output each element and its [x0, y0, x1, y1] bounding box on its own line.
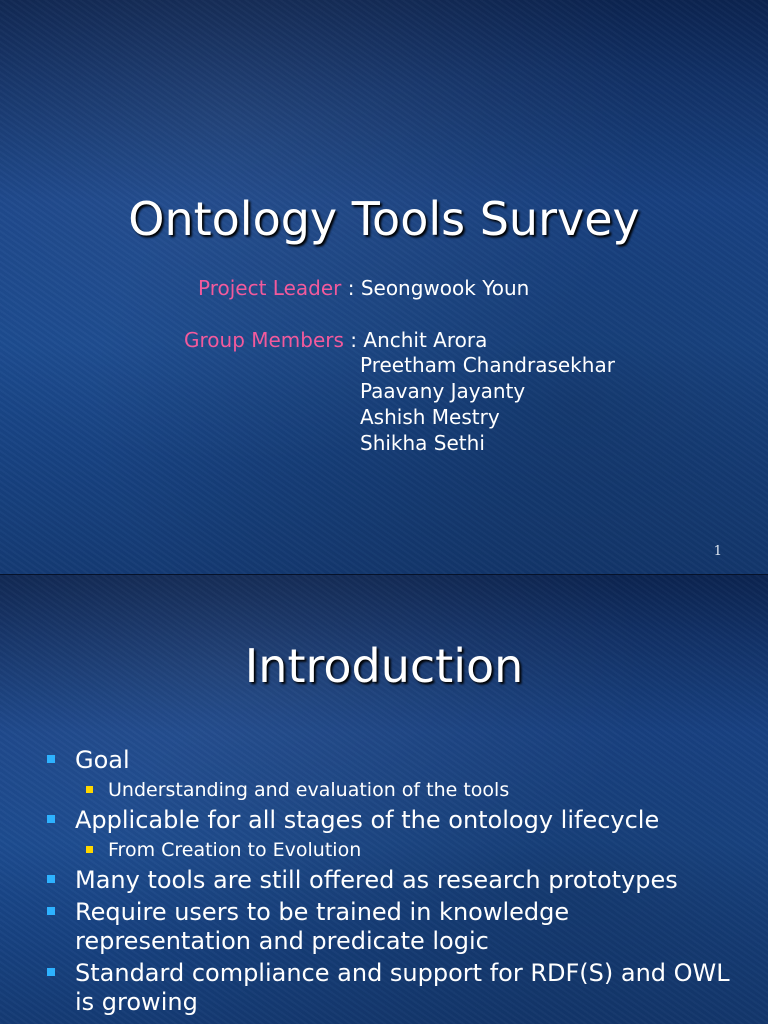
square-bullet-icon [47, 755, 55, 763]
project-leader-line [198, 275, 529, 301]
group-members-line [184, 327, 487, 353]
sub-bullet-text: From Creation to Evolution [108, 839, 362, 861]
square-bullet-icon [86, 846, 93, 853]
bullet-item [44, 898, 744, 956]
project-leader-separator: : [341, 276, 361, 300]
group-members-label: Group Members [184, 328, 344, 352]
square-bullet-icon [47, 815, 55, 823]
square-bullet-icon [86, 786, 93, 793]
bullet-item [44, 806, 744, 835]
bullet-list [44, 743, 744, 1017]
slide-title: Ontology Tools Survey [128, 192, 640, 246]
square-bullet-icon [47, 968, 55, 976]
project-leader-name: Seongwook Youn [360, 276, 530, 300]
group-member: Anchit Arora [363, 328, 488, 352]
group-member: Ashish Mestry [360, 405, 500, 429]
bullet-item [44, 959, 744, 1017]
sub-bullet-item [84, 838, 744, 863]
bullet-text: Applicable for all stages of the ontology lifecycle [75, 806, 660, 834]
project-leader-label: Project Leader [198, 276, 342, 300]
group-members-separator: : [343, 328, 364, 352]
page-number: 1 [713, 544, 722, 559]
square-bullet-icon [47, 875, 55, 883]
sub-bullet-item [84, 778, 744, 803]
bullet-text: Standard compliance and support for RDF(S) and OWL is growing [75, 959, 730, 1016]
bullet-item [44, 746, 744, 775]
bullet-text: Goal [75, 746, 130, 774]
group-member: Preetham Chandrasekhar [360, 353, 615, 377]
bullet-text: Many tools are still offered as research prototypes [75, 866, 678, 894]
slide-title: Introduction [244, 639, 524, 693]
square-bullet-icon [47, 907, 55, 915]
sub-bullet-text: Understanding and evaluation of the tools [108, 779, 510, 801]
group-member: Shikha Sethi [360, 431, 485, 455]
bullet-item [44, 866, 744, 895]
group-member: Paavany Jayanty [360, 379, 526, 403]
bullet-text: Require users to be trained in knowledge representation and predicate logic [75, 898, 570, 955]
slide-2 [0, 575, 768, 1024]
